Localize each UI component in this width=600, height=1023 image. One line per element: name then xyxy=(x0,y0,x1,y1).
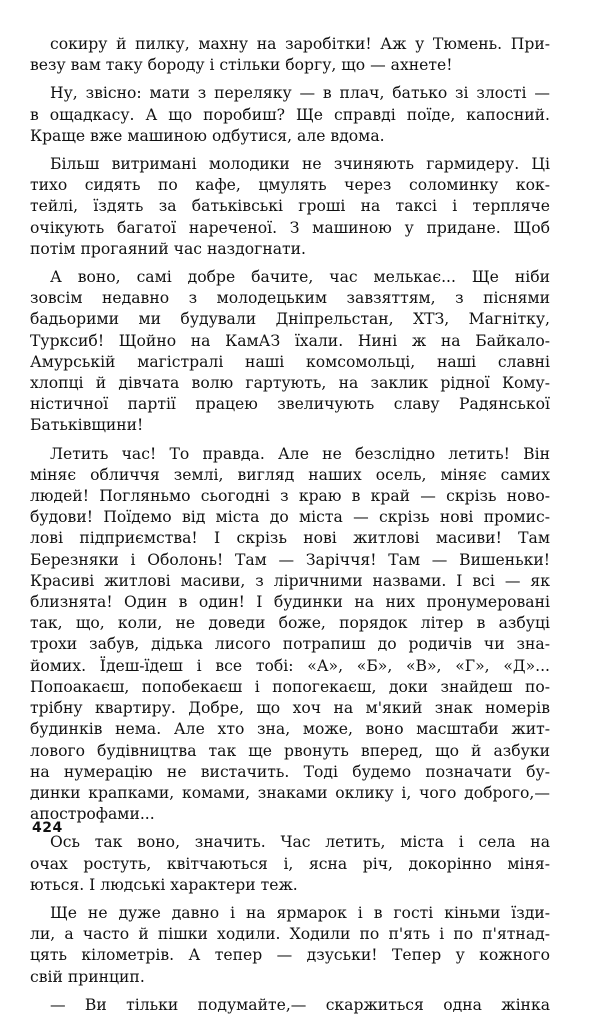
text-line: Ось так воно, значить. Час летить, міста і села на xyxy=(50,833,550,852)
text-line: Краще вже машиною одбутися, але вдома. xyxy=(30,126,385,145)
text-line: везу вам таку бороду і стільки боргу, що — ахнете! xyxy=(30,56,453,75)
page-number: 424 xyxy=(32,820,63,836)
text-line: цять кілометрів. А тепер — дзуськи! Тепер у кожного xyxy=(30,946,550,965)
paragraph xyxy=(30,903,550,988)
paragraph xyxy=(30,267,550,437)
text-line: сокиру й пилку, махну на заробітки! Аж у Тюмень. При- xyxy=(50,35,550,53)
text-line: на нумерацію не вистачить. Тоді будемо позначати бу- xyxy=(30,762,550,781)
text-line: йомих. Їдеш-їдеш і все тобі: «А», «Б», «В», «Г», «Д»... xyxy=(30,656,550,675)
paragraph xyxy=(30,34,550,76)
paragraph xyxy=(30,154,550,260)
text-line: міняє обличчя землі, вигляд наших осель, міняє самих xyxy=(30,465,550,484)
text-line: Ну, звісно: мати з переляку — в плач, батько зі злості — xyxy=(50,84,550,103)
text-line: Попоакаєш, попобекаєш і попогекаєш, доки знайдеш по- xyxy=(30,677,550,696)
text-line: так, що, коли, не доведи боже, порядок літер в азбуці xyxy=(30,614,550,633)
text-line: очах ростуть, квітчаються і, ясна річ, докорінно міня- xyxy=(30,854,550,873)
text-line: в ощадкасу. А що поробиш? Ще справді поїде, капосний. xyxy=(30,105,550,124)
paragraph xyxy=(30,444,550,826)
paragraph xyxy=(30,83,550,147)
text-line: ністичної партії працею звеличують славу Радянської xyxy=(30,395,550,414)
text-line: тейлі, їздять за батьківські гроші на таксі і терпляче xyxy=(30,197,550,216)
paragraph xyxy=(30,832,550,896)
text-line: — Ви тільки подумайте,— скаржиться одна жінка xyxy=(50,995,550,1014)
text-line: Більш витримані молодики не зчиняють гармидеру. Ці xyxy=(50,155,550,174)
text-line: лового будівництва так ще рвонуть вперед, що й азбуки xyxy=(30,741,550,760)
text-line: А воно, самі добре бачите, час мелькає... Ще ніби xyxy=(50,268,550,287)
text-line: ли, а часто й пішки ходили. Ходили по п'ять і по п'ятнад- xyxy=(30,925,550,944)
text-line: свій принцип. xyxy=(30,967,145,986)
text-line: Амурській магістралі наші комсомольці, наші славні xyxy=(30,352,550,371)
paragraph xyxy=(30,995,550,1016)
text-line: трохи забув, дідька лисого потрапиш до родичів чи зна- xyxy=(30,635,550,654)
book-page xyxy=(30,34,550,1023)
text-line: апострофами... xyxy=(30,805,155,824)
text-line: трібну квартиру. Добре, що хоч на м'який знак номерів xyxy=(30,699,550,718)
text-line: Березняки і Оболонь! Там — Заріччя! Там — Вишеньки! xyxy=(30,550,550,569)
text-line: динки крапками, комами, знаками оклику і, чого доброго,— xyxy=(30,783,550,802)
text-line: людей! Погляньмо сьогодні з краю в край — скрізь ново- xyxy=(30,487,550,506)
text-line: будинків нема. Але хто зна, може, воно масштаби жит- xyxy=(30,720,550,739)
text-line: ються. І людські характери теж. xyxy=(30,875,298,894)
text-line: близнята! Один в один! І будинки на них пронумеровані xyxy=(30,593,550,612)
text-line: хлопці й дівчата волю гартують, на заклик рідної Кому- xyxy=(30,374,550,393)
text-line: очікують багатої нареченої. З машиною у придане. Щоб xyxy=(30,218,550,237)
text-line: Батьківщини! xyxy=(30,416,144,435)
text-line: Турксиб! Щойно на КамАЗ їхали. Нині ж на Байкало- xyxy=(30,331,550,350)
text-line: Ще не дуже давно і на ярмарок і в гості кіньми їзди- xyxy=(50,903,550,922)
text-line: тихо сидять по кафе, цмулять через соломинку кок- xyxy=(30,176,550,195)
text-line: лові підприємства! І скрізь нові житлові масиви! Там xyxy=(30,529,550,548)
text-line: зовсім недавно з молодецьким завзяттям, з піснями xyxy=(30,289,550,308)
text-line: будови! Поїдемо від міста до міста — скрізь нові промис- xyxy=(30,508,550,527)
text-line: потім прогаяний час наздогнати. xyxy=(30,239,307,258)
text-line: Летить час! То правда. Але не безслідно летить! Він xyxy=(50,444,550,463)
text-line: Красиві житлові масиви, з ліричними назвами. І всі — як xyxy=(30,571,550,590)
text-line: бадьорими ми будували Дніпрельстан, ХТЗ, Магнітку, xyxy=(30,310,550,329)
